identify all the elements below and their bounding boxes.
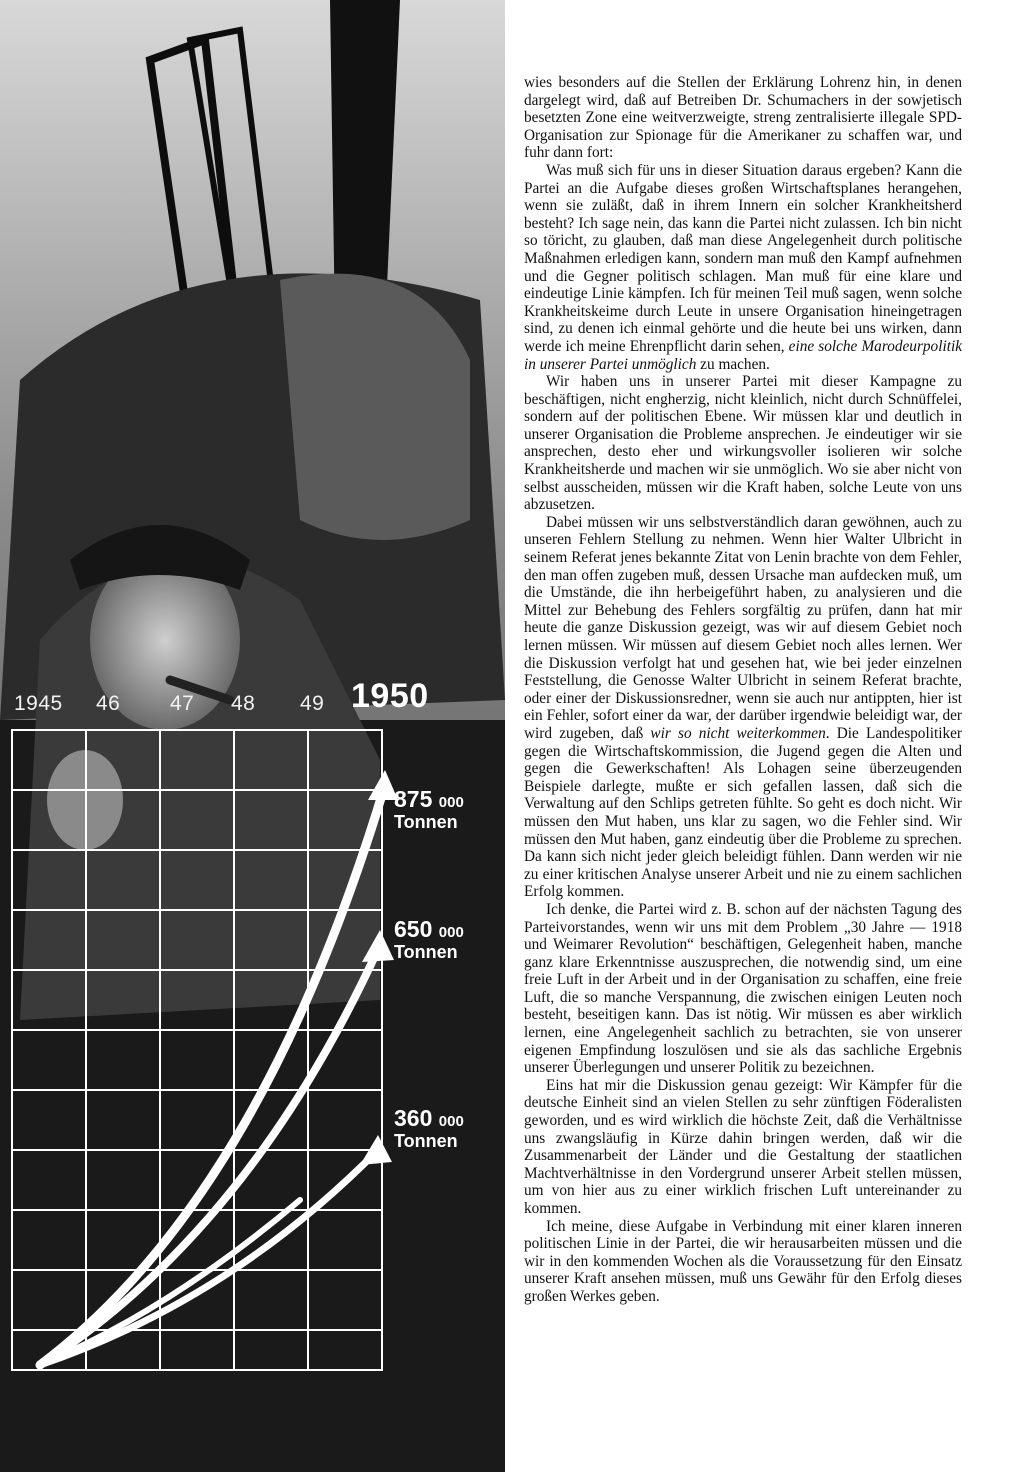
paragraph-text: Eins hat mir die Diskussion genau gezeigt: Wir Kämpfer für die deutsche Einheit sind an vielen Stellen zu sehr zünftigen Föderalisten geworden, und es wird wirklich die höchste Zeit, daß die Verhältnisse uns zwangsläufig in Kürze dahin bringen werden, daß wir die Zusammenarbeit der Länder und die Gestaltung der staatlichen Machtverhältnisse in den Vordergrund unserer Arbeit stellen müssen, um von hier aus zu einer wirklich frischen Luft untereinander zu kommen. [524, 1076, 962, 1217]
tonnage-suffix: 000 [438, 794, 464, 811]
tonnage-value: 875 [394, 786, 433, 812]
article-paragraph [524, 514, 962, 901]
tonnage-unit: Tonnen [394, 812, 458, 833]
tonnage-value: 360 [394, 1105, 433, 1131]
paragraph-text: Wir haben uns in unserer Partei mit dieser Kampagne zu beschäftigen, nicht engherzig, nicht kleinlich, nicht durch Schnüffelei, sondern auf der politischen Ebene. Wir müssen klar und deutlich in unserer Organisation die Probleme ansprechen. Je eindeutiger wir sie ansprechen, desto eher und wirkungsvoller isolieren wir solche Krankheitsherde und machen wir sie unmöglich. Wo sie aber nicht von selbst ausscheiden, müssen wir die Kraft haben, solche Leute von uns abzusetzen. [524, 373, 962, 514]
paragraph-text: wies besonders auf die Stellen der Erklärung Lohrenz hin, in denen dargelegt wird, daß auf Betreiben Dr. Schumachers in der sowjetisch besetzten Zone eine weitverzweigte, streng zentralisierte illegale SPD-Organisation zur Spionage für die Amerikaner zu schaffen war, und fuhr dann fort: [524, 74, 962, 162]
tonnage-unit: Tonnen [394, 942, 458, 963]
tonnage-suffix: 000 [438, 1113, 464, 1130]
tonnage-label-875000 [394, 786, 464, 833]
year-label-1950: 1950 [351, 677, 429, 715]
tonnage-label-650000 [394, 916, 464, 963]
year-label-47: 47 [170, 692, 195, 715]
year-label-1945: 1945 [14, 692, 63, 715]
year-label-49: 49 [300, 692, 325, 715]
tonnage-value: 650 [394, 916, 433, 942]
article-paragraph [524, 1218, 962, 1306]
article-paragraph [524, 74, 962, 162]
emphasized-text: eine solche Marodeurpolitik in unserer Partei unmöglich [524, 337, 962, 373]
emphasized-text: wir so nicht weiterkommen [650, 724, 826, 742]
article-paragraph [524, 373, 962, 514]
industrial-photo [0, 0, 505, 1472]
paragraph-text: Dabei müssen wir uns selbstverständlich daran gewöhnen, auch zu unseren Fehlern Stellung zu nehmen. Wenn hier Walter Ulbricht in seinem Referat jenes bekannte Zitat von Lenin brachte von dem Fehler, den man offen zugeben muß, dessen Ursache man aufdecken muß, um die Umstände, die ihn herbeigeführt haben, zu analysieren und die Mittel zur Behebung des Fehlers sorgfältig zu prüfen, dann hat mir heute die ganze Diskussion gezeigt, was wir auf diesem Gebiet noch lernen müssen. Wir müssen auf diesem Gebiet noch alles lernen. Wer die Diskussion verfolgt hat und gesehen hat, wie bei jeder einzelnen Feststellung, die Genosse Walter Ulbricht in seinem Referat brachte, oder einer der Diskussionsredner, wenn sie auch nur antippten, hier ist ein Fehler, sofort einer da war, der darüber irgendwie beleidigt war, der wird zugeben, daß [524, 513, 962, 742]
tonnage-unit: Tonnen [394, 1131, 458, 1152]
paragraph-text: Ich meine, diese Aufgabe in Verbindung mit einer klaren inneren politischen Linie in der Partei, die wir herausarbeiten müssen und die wir in den kommenden Wochen als die Voraussetzung für den Einsatz unserer Kraft ansehen müssen, muß uns Gewähr für den Erfolg dieses großen Werkes geben. [524, 1217, 962, 1305]
article-text [524, 74, 962, 1306]
paragraph-text: Ich denke, die Partei wird z. B. schon auf der nächsten Tagung des Parteivorstandes, wenn wir uns mit dem Problem „30 Jahre — 1918 und Weimarer Revolution“ beschäftigen, Gelegenheit haben, manche ganz klare Erkenntnisse auszusprechen, die notwendig sind, um eine freie Luft in der Arbeit und in der Organisation zu schaffen, eine freie Luft, die so manche Verspannung, die zwischen einigen Leuten noch besteht, beseitigen kann. Das ist nötig. Wir müssen es aber wirklich lernen, eine Angelegenheit sachlich zu betrachten, sie von unserer eigenen Empfindung loszulösen und sie als das sachliche Ergebnis unserer Überlegungen und unserer Politik zu bezeichnen. [524, 900, 962, 1077]
paragraph-text: . Die Landespolitiker gegen die Wirtschaftskommission, die Jugend gegen die Alten und gegen die Gewerkschaften! Als Lohagen seine überzeugenden Beispiele darlegte, mußte er sich gefallen lassen, daß sich die Verwaltung auf den Schlips getreten fühlte. So geht es doch nicht. Wir müssen den Mut haben, uns klar zu sagen, wo die Fehler sind. Wir müssen den Mut haben, ganz eindeutig über die Probleme zu sprechen. Da kann sich nicht jeder gleich beleidigt fühlen. Dann werden wir nie zu einer kritischen Analyse unserer Arbeit und nie zu einem sachlichen Erfolg kommen. [524, 724, 962, 901]
tonnage-suffix: 000 [438, 924, 464, 941]
year-label-46: 46 [96, 692, 121, 715]
tonnage-label-360000 [394, 1105, 464, 1152]
article-paragraph [524, 901, 962, 1077]
article-paragraph [524, 162, 962, 373]
photo-montage [0, 0, 505, 1472]
paragraph-text: zu machen. [696, 355, 770, 373]
year-label-48: 48 [231, 692, 256, 715]
paragraph-text: Was muß sich für uns in dieser Situation daraus ergeben? Kann die Partei an die Aufgabe dieses großen Wirtschaftsplanes herangehen, wenn sie zuläßt, daß in ihrem Innern ein solcher Krankheitsherd besteht? Ich sage nein, das kann die Partei nicht zulassen. Ich bin nicht so töricht, zu glauben, daß man diese Angelegenheit durch politische Maßnahmen erledigen kann, sondern man muß den Kampf aufnehmen und die Gegner politisch schlagen. Man muß für eine klare und eindeutige Linie kämpfen. Ich für meinen Teil muß sagen, wenn solche Krankheitskeime durch Leute in unsere Organisation hineingetragen sind, zu denen ich einmal gehörte und die heute bei uns wirken, dann werde ich meine Ehrenpflicht darin sehen, [524, 161, 962, 355]
article-paragraph [524, 1077, 962, 1218]
